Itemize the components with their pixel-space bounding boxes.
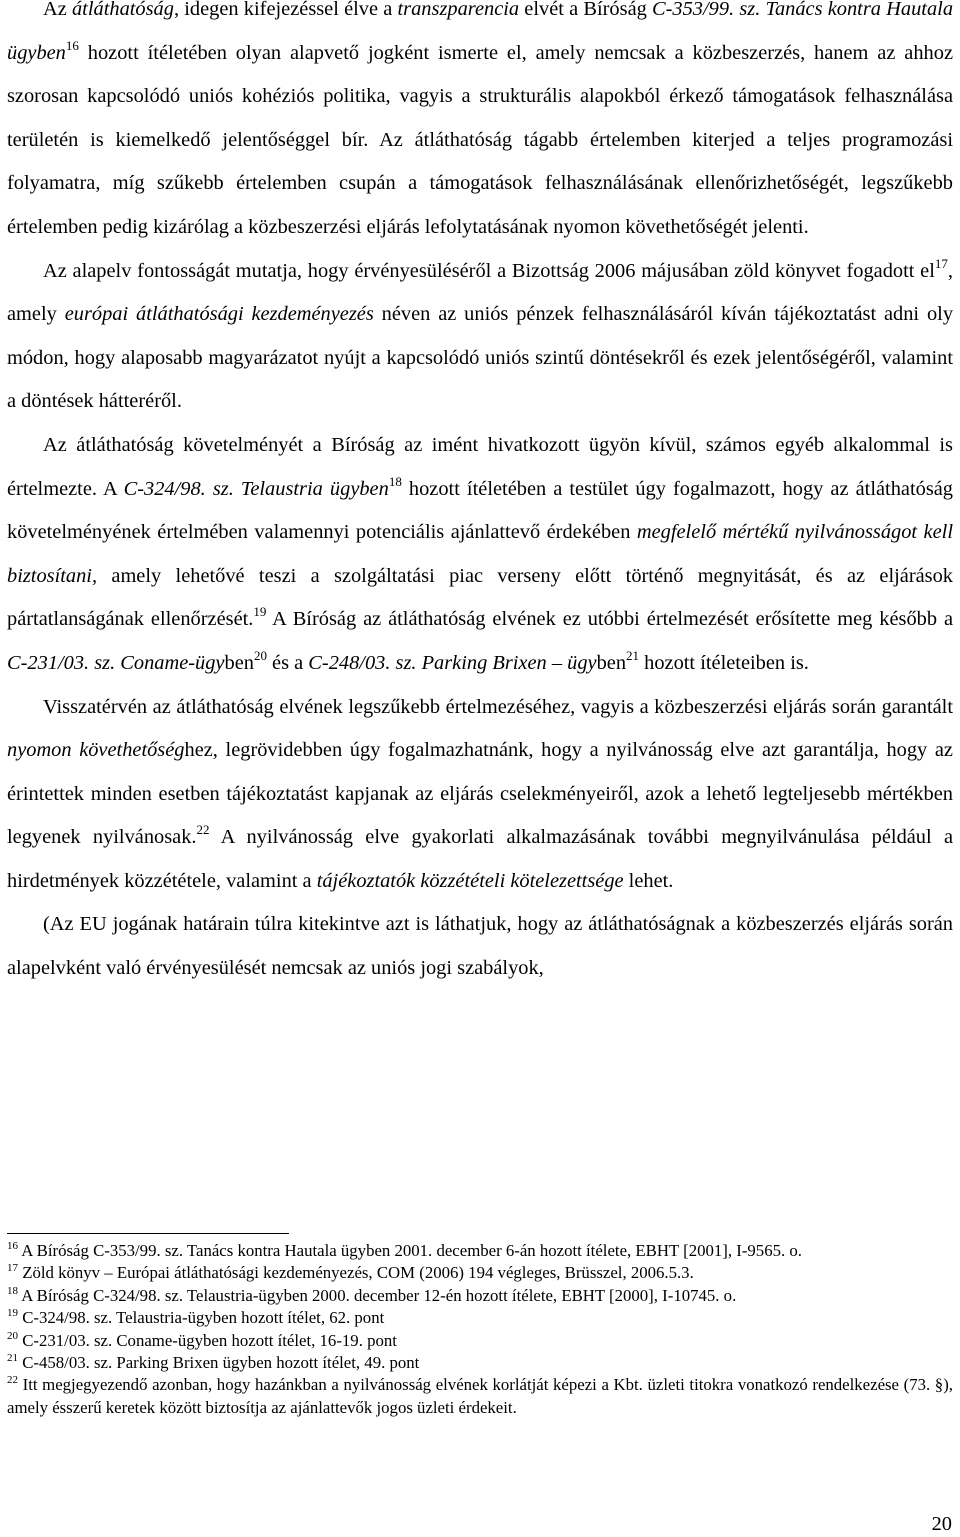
footnote-22: $^{22}$ Itt megjegyezendő azonban, hogy hazánkban a nyilvánosság elvének korlátját képezi a Kbt. üzleti titokra vonatkozó rendelkezése (73. §), amely ésszerű keretek között biztosítja az ajánlattevők jogos üzleti érdekeit. [7, 1374, 953, 1417]
paragraph-2: Az alapelv fontosságát mutatja, hogy érvényesüléséről a Bizottság 2006 májusában zöld könyvet fogadott $el^{17}$, amely európai átláthatósági kezdeményezés néven az uniós pénzek felhasználásáról kíván tájékoztatást adni oly módon, hogy alaposabb magyarázatot nyújt a kapcsolódó uniós szintű döntésekről és ezek jelentőségéről, valamint a döntések hátteréről. [7, 255, 954, 413]
footnote-ref-18[interactable]: 18 [388, 473, 402, 489]
footnote-21: $^{21}$ C-458/03. sz. Parking Brixen ügyben hozott ítélet, 49. pont [7, 1352, 420, 1373]
paragraph-1: Az átláthatóság, idegen kifejezéssel élve a transzparencia elvét a Bíróság C-353/99. sz. Tanács kontra Hautala ügyben$^{16}$ hozott ítéletében olyan alapvető jogként ismerte el, amely nemcsak a közbeszerzés, hanem az ahhoz szorosan kapcsolódó uniós kohéziós politika, vagyis a strukturális alapokból érkező támogatások felhasználása területén is kiemelkedő jelentőséggel bír. Az átláthatóság tágabb értelemben kiterjed a teljes programozási folyamatra, míg szűkebb értelemben csupán a támogatások felhasználásának ellenőrizhetőségét, legszűkebb értelemben pedig kizárólag a közbeszerzési eljárás lefolytatásának nyomon követhetőségét jelenti. [7, 0, 954, 238]
footnote-ref-17[interactable]: 17 [934, 255, 948, 271]
footnote-ref-19[interactable]: 19 [253, 604, 267, 620]
footnote-16: $^{16}$ A Bíróság C-353/99. sz. Tanács kontra Hautala ügyben 2001. december 6-án hozott ítélete, EBHT [2001], I-9565. o. [7, 1240, 802, 1260]
footnote-divider [7, 1233, 289, 1234]
footnote-17: $^{17}$ Zöld könyv – Európai átláthatósági kezdeményezés, COM (2006) 194 végleges, Brüsszel, 2006.5.3. [7, 1262, 694, 1283]
footnote-20: $^{20}$ C-231/03. sz. Coname-ügyben hozott ítélet, 16-19. pont [7, 1329, 397, 1350]
paragraph-4: Visszatérvén az átláthatóság elvének legszűkebb értelmezéséhez, vagyis a közbeszerzési eljárás során garantált nyomon követhetőséghez, legrövidebben úgy fogalmazhatnánk, hogy a nyilvánosság elve azt garantálja, hogy az érintettek minden esetben tájékoztatást kapjanak az eljárás cselekményeiről, azok a lehető legteljesebb mértékben legyenek nyilvánosak.$^{22}$ A nyilvánosság elve gyakorlati alkalmazásának további megnyilvánulása például a hirdetmények közzététele, valamint a tájékoztatók közzétételi kötelezettsége lehet. [7, 695, 953, 892]
page-number: 20 [931, 1513, 952, 1535]
footnote-ref-20[interactable]: 20 [253, 647, 267, 663]
footnotes [7, 1240, 953, 1419]
paragraph-3: Az átláthatóság követelményét a Bíróság az imént hivatkozott ügyön kívül, számos egyéb alkalommal is értelmezte. A C-324/98. sz. Telaustria ügyben$^{18}$ hozott ítéletében a testület úgy fogalmazott, hogy az átláthatóság követelményének értelmében valamennyi potenciális ajánlattevő érdekében megfelelő mértékű nyilvánosságot kell biztosítani, amely lehetővé teszi a szolgáltatási piac verseny előtt történő megnyitását, és az eljárások pártatlanságának ellenőrzését.$^{19}$ A Bíróság az átláthatóság elvének ez utóbbi értelmezését erősítette meg később a C-231/03. sz. Coname-ügyben$^{20}$ és a C-248/03. sz. Parking Brixen – ügyben$^{21}$ hozott ítéleteiben is. [7, 433, 954, 674]
footnote-19: $^{19}$ C-324/98. sz. Telaustria-ügyben hozott ítélet, 62. pont [7, 1307, 385, 1328]
footnote-ref-21[interactable]: 21 [626, 647, 640, 663]
footnote-18: $^{18}$ A Bíróság C-324/98. sz. Telaustria-ügyben 2000. december 12-én hozott ítélete, EBHT [2000], I-10745. o. [7, 1284, 737, 1305]
footnote-ref-22[interactable]: 22 [196, 822, 210, 838]
paragraph-5: (Az EU jogának határain túlra kitekintve azt is láthatjuk, hogy az átláthatóságnak a közbeszerzés eljárás során alapelvként való érvényesülését nemcsak az uniós jogi szabályok, [7, 913, 953, 980]
footnote-ref-16[interactable]: 16 [65, 37, 79, 53]
body-text [7, 0, 953, 991]
